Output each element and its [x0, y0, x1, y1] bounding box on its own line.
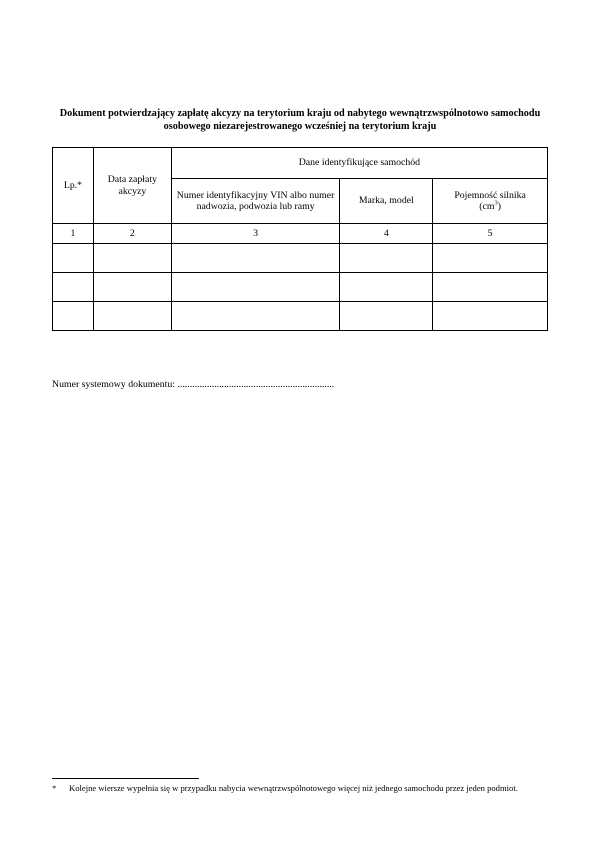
column-number: 1: [53, 224, 94, 244]
cell-payment-date[interactable]: [93, 302, 171, 331]
column-number-row: [53, 224, 548, 244]
engine-unit: (cm: [479, 201, 495, 212]
engine-unit-close: ): [497, 201, 501, 212]
cell-payment-date[interactable]: [93, 273, 171, 302]
footnote-separator: [52, 778, 199, 779]
footnote-mark: *: [52, 783, 57, 793]
footnote-text: Kolejne wiersze wypełnia się w przypadku nabycia wewnątrzwspólnotowego więcej niż jednego samochodu przez jeden podmiot.: [69, 783, 518, 793]
header-payment-date: Data zapłaty akcyzy: [93, 148, 171, 224]
table-row: [53, 273, 548, 302]
table-row: [53, 244, 548, 273]
column-number: 5: [433, 224, 548, 244]
system-number-label: Numer systemowy dokumentu:: [52, 379, 175, 390]
cell-lp[interactable]: [53, 302, 94, 331]
table-row: [53, 302, 548, 331]
document-title: [52, 108, 548, 133]
footnote: [52, 783, 552, 794]
column-number: 3: [171, 224, 340, 244]
header-vin: Numer identyfikacyjny VIN albo numer nadwozia, podwozia lub ramy: [171, 179, 340, 224]
header-vehicle-data: Dane identyfikujące samochód: [171, 148, 547, 179]
cell-lp[interactable]: [53, 244, 94, 273]
title-line-1: Dokument potwierdzający zapłatę akcyzy na terytorium kraju od nabytego wewnątrzwspólnotowo samochodu: [59, 108, 541, 119]
cell-make-model[interactable]: [340, 302, 433, 331]
cell-vin[interactable]: [171, 273, 340, 302]
column-number: 2: [93, 224, 171, 244]
system-number-line: [52, 379, 334, 391]
cell-vin[interactable]: [171, 244, 340, 273]
cell-payment-date[interactable]: [93, 244, 171, 273]
cell-lp[interactable]: [53, 273, 94, 302]
cell-make-model[interactable]: [340, 244, 433, 273]
header-make-model: Marka, model: [340, 179, 433, 224]
header-lp: Lp.*: [53, 148, 94, 224]
column-number: 4: [340, 224, 433, 244]
header-engine-capacity: [433, 179, 548, 224]
cell-engine-capacity[interactable]: [433, 302, 548, 331]
engine-label: Pojemność silnika: [454, 189, 526, 201]
title-line-2: osobowego niezarejestrowanego wcześniej na terytorium kraju: [163, 120, 437, 132]
cell-vin[interactable]: [171, 302, 340, 331]
system-number-field[interactable]: ................................................................: [175, 379, 335, 390]
cell-engine-capacity[interactable]: [433, 273, 548, 302]
cell-engine-capacity[interactable]: [433, 244, 548, 273]
excise-table: [52, 147, 548, 331]
header-row-1: [53, 148, 548, 179]
engine-unit-superscript: 3: [494, 199, 498, 207]
cell-make-model[interactable]: [340, 273, 433, 302]
